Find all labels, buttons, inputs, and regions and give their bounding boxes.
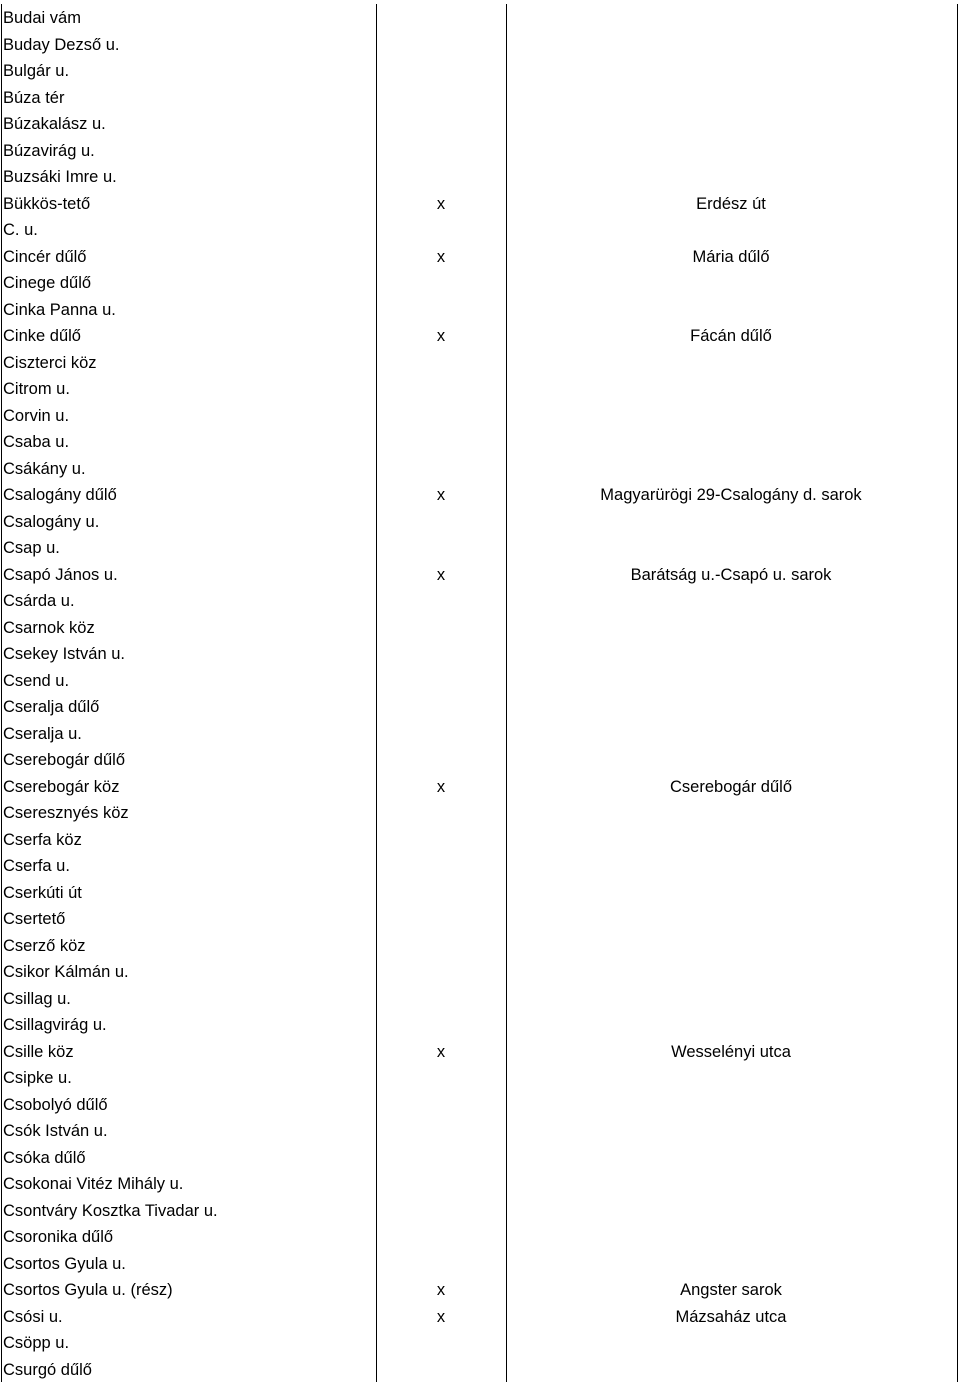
street-name: Corvin u. [3, 406, 70, 425]
table-row [0, 693, 960, 720]
street-name: Cseralja u. [3, 724, 82, 743]
street-name: Csend u. [3, 671, 70, 690]
table-row [0, 190, 960, 217]
mark-cell [376, 879, 506, 906]
street-name: Csontváry Kosztka Tivadar u. [3, 1201, 218, 1220]
mark-cell [376, 375, 506, 402]
mark-cell: x [436, 194, 446, 213]
street-name: Csurgó dűlő [3, 1360, 92, 1379]
note-cell [506, 31, 956, 58]
note-cell [506, 216, 956, 243]
table-row [0, 1011, 960, 1038]
table-row [0, 428, 960, 455]
mark-cell [376, 508, 506, 535]
note-cell: Mária dűlő [692, 247, 770, 266]
street-name: Cseralja dűlő [3, 698, 100, 716]
table-row [0, 879, 960, 906]
note-cell [506, 4, 956, 31]
note-cell [506, 720, 956, 747]
street-name: Csikor Kálmán u. [3, 963, 129, 981]
note-cell [506, 375, 956, 402]
note-cell [506, 296, 956, 323]
note-cell [506, 958, 956, 985]
mark-cell [376, 84, 506, 111]
street-name: Bulgár u. [3, 62, 70, 80]
mark-cell: x [436, 1042, 446, 1061]
note-cell [506, 137, 956, 164]
note-cell [506, 826, 956, 853]
note-cell [506, 84, 956, 111]
street-name: Cincér dűlő [3, 247, 87, 266]
mark-cell [376, 1197, 506, 1224]
note-cell [506, 269, 956, 296]
table-row [0, 561, 960, 588]
mark-cell [376, 216, 506, 243]
table-row [0, 481, 960, 508]
note-cell [506, 1170, 956, 1197]
mark-cell: x [436, 565, 446, 584]
note-cell [506, 1064, 956, 1091]
street-name: Csöpp u. [3, 1334, 70, 1352]
street-name: Cserfa köz [3, 830, 82, 849]
mark-cell [376, 534, 506, 561]
street-name: Csillagvirág u. [3, 1016, 107, 1034]
note-cell [506, 349, 956, 376]
street-name: Budai vám [3, 9, 81, 27]
note-cell [506, 587, 956, 614]
street-name: Csaba u. [3, 433, 70, 451]
street-name: Csósi u. [3, 1307, 63, 1326]
table-row [0, 1170, 960, 1197]
mark-cell [376, 746, 506, 773]
table-row [0, 905, 960, 932]
table-row [0, 84, 960, 111]
note-cell: Wesselényi utca [671, 1042, 791, 1061]
mark-cell [376, 4, 506, 31]
table-row [0, 1356, 960, 1383]
mark-cell [376, 1356, 506, 1383]
table-row [0, 1329, 960, 1356]
note-cell [506, 1223, 956, 1250]
note-cell [506, 640, 956, 667]
note-cell: Magyarürögi 29-Csalogány d. sarok [600, 486, 862, 504]
table-row [0, 587, 960, 614]
street-name: Cserkúti út [3, 883, 82, 902]
street-name: Búzakalász u. [3, 115, 106, 133]
mark-cell: x [436, 1307, 446, 1326]
note-cell [506, 508, 956, 535]
street-name: Csalogány u. [3, 512, 100, 531]
mark-cell: x [436, 777, 446, 796]
mark-cell [376, 1064, 506, 1091]
street-name: Cserző köz [3, 936, 86, 955]
table-row [0, 349, 960, 376]
note-cell [506, 428, 956, 455]
street-name: Buzsáki Imre u. [3, 168, 117, 186]
table-row [0, 1064, 960, 1091]
street-name: Csobolyó dűlő [3, 1095, 108, 1114]
street-name: Csokonai Vitéz Mihály u. [3, 1175, 184, 1193]
mark-cell [376, 428, 506, 455]
street-name: Csalogány dűlő [3, 486, 117, 504]
table-row [0, 31, 960, 58]
note-cell [506, 1329, 956, 1356]
note-cell [506, 667, 956, 694]
note-cell [506, 57, 956, 84]
note-cell [506, 455, 956, 482]
table-row [0, 932, 960, 959]
mark-cell [376, 1170, 506, 1197]
mark-cell [376, 587, 506, 614]
note-cell [506, 799, 956, 826]
table-row [0, 163, 960, 190]
table-row [0, 746, 960, 773]
street-name: Csók István u. [3, 1122, 108, 1140]
table-row [0, 322, 960, 349]
table-row [0, 110, 960, 137]
mark-cell [376, 985, 506, 1012]
street-name: Csap u. [3, 539, 60, 557]
street-name: Csárda u. [3, 592, 75, 610]
mark-cell [376, 110, 506, 137]
street-name: Cserebogár dűlő [3, 751, 125, 769]
street-name: Cinke dűlő [3, 327, 81, 345]
table-row [0, 243, 960, 270]
table-row [0, 455, 960, 482]
note-cell: Erdész út [696, 194, 766, 213]
note-cell [506, 1117, 956, 1144]
table-row [0, 720, 960, 747]
mark-cell [376, 958, 506, 985]
mark-cell [376, 402, 506, 429]
mark-cell [376, 640, 506, 667]
table-row [0, 1276, 960, 1303]
street-name: Csoronika dűlő [3, 1228, 114, 1246]
mark-cell [376, 1223, 506, 1250]
street-name: Citrom u. [3, 380, 70, 398]
note-cell: Cserebogár dűlő [670, 777, 792, 796]
note-cell [506, 402, 956, 429]
mark-cell [376, 163, 506, 190]
note-cell [506, 852, 956, 879]
mark-cell [376, 720, 506, 747]
street-name: Csillag u. [3, 989, 71, 1008]
street-name: Csille köz [3, 1042, 74, 1061]
street-name: Csóka dűlő [3, 1148, 86, 1167]
street-name: Csarnok köz [3, 618, 95, 637]
street-name: Ciszterci köz [3, 353, 97, 372]
note-cell [506, 693, 956, 720]
table-row [0, 1223, 960, 1250]
table-row [0, 4, 960, 31]
table-row [0, 667, 960, 694]
street-name: Bükkös-tető [3, 194, 91, 213]
mark-cell [376, 1091, 506, 1118]
street-name: Buday Dezső u. [3, 35, 120, 54]
street-name: Csortos Gyula u. [3, 1254, 126, 1273]
note-cell [506, 1356, 956, 1383]
mark-cell [376, 1144, 506, 1171]
mark-cell [376, 799, 506, 826]
table-row [0, 1117, 960, 1144]
table-row [0, 799, 960, 826]
note-cell [506, 1011, 956, 1038]
note-cell [506, 534, 956, 561]
mark-cell [376, 296, 506, 323]
table-row [0, 985, 960, 1012]
note-cell [506, 1144, 956, 1171]
table-row [0, 137, 960, 164]
mark-cell [376, 693, 506, 720]
note-cell [506, 110, 956, 137]
mark-cell [376, 1250, 506, 1277]
table-row [0, 534, 960, 561]
note-cell [506, 879, 956, 906]
note-cell: Mázsaház utca [675, 1307, 787, 1326]
mark-cell [376, 1117, 506, 1144]
street-table [0, 4, 960, 1382]
mark-cell [376, 1329, 506, 1356]
table-row [0, 826, 960, 853]
mark-cell: x [436, 1281, 446, 1299]
mark-cell [376, 31, 506, 58]
street-name: Csákány u. [3, 459, 86, 478]
street-name: Csipke u. [3, 1069, 72, 1087]
street-name: Csapó János u. [3, 565, 118, 584]
table-row [0, 614, 960, 641]
street-name: Csekey István u. [3, 645, 125, 663]
note-cell [506, 614, 956, 641]
table-row [0, 375, 960, 402]
street-name: Csertető [3, 910, 66, 928]
note-cell [506, 985, 956, 1012]
note-cell [506, 905, 956, 932]
mark-cell: x [436, 486, 446, 504]
street-name: Cserebogár köz [3, 777, 120, 796]
note-cell [506, 1197, 956, 1224]
note-cell [506, 1091, 956, 1118]
note-cell [506, 932, 956, 959]
table-row [0, 640, 960, 667]
table-row [0, 508, 960, 535]
note-cell [506, 1250, 956, 1277]
table-row [0, 57, 960, 84]
mark-cell [376, 57, 506, 84]
mark-cell [376, 137, 506, 164]
mark-cell [376, 826, 506, 853]
table-row [0, 1303, 960, 1330]
street-name: Búza tér [3, 88, 65, 107]
table-row [0, 958, 960, 985]
table-row [0, 852, 960, 879]
street-name: Cserfa u. [3, 857, 70, 875]
street-name: Cinka Panna u. [3, 300, 116, 319]
street-name: Cinege dűlő [3, 274, 92, 292]
mark-cell [376, 852, 506, 879]
mark-cell [376, 1011, 506, 1038]
table-row [0, 402, 960, 429]
mark-cell [376, 269, 506, 296]
note-cell: Barátság u.-Csapó u. sarok [630, 565, 832, 584]
table-row [0, 773, 960, 800]
table-row [0, 1250, 960, 1277]
note-cell [506, 163, 956, 190]
table-row [0, 269, 960, 296]
mark-cell [376, 932, 506, 959]
mark-cell [376, 349, 506, 376]
mark-cell: x [436, 327, 446, 345]
table-row [0, 1038, 960, 1065]
note-cell: Fácán dűlő [690, 327, 772, 345]
table-row [0, 1144, 960, 1171]
note-cell [506, 746, 956, 773]
note-cell: Angster sarok [680, 1281, 782, 1299]
street-name: Búzavirág u. [3, 141, 95, 160]
mark-cell [376, 614, 506, 641]
mark-cell [376, 905, 506, 932]
mark-cell [376, 667, 506, 694]
table-row [0, 1197, 960, 1224]
street-name: Csortos Gyula u. (rész) [3, 1281, 173, 1299]
street-name: Cseresznyés köz [3, 804, 129, 822]
street-name: C. u. [3, 221, 38, 239]
table-row [0, 1091, 960, 1118]
table-row [0, 216, 960, 243]
mark-cell [376, 455, 506, 482]
mark-cell: x [436, 247, 446, 266]
table-row [0, 296, 960, 323]
